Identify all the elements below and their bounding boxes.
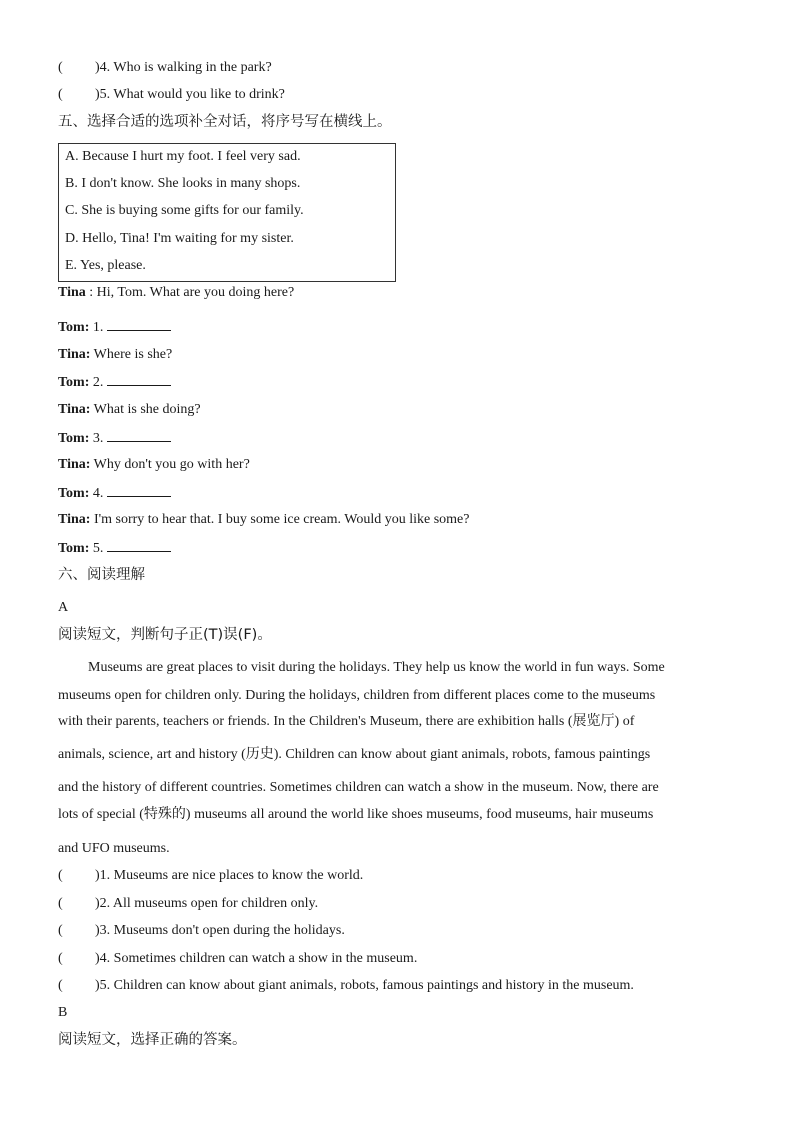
dialogue-line: [58, 484, 171, 503]
answer-blank[interactable]: [107, 484, 171, 497]
question-text: All museums open for children only.: [112, 896, 319, 911]
speaker-name: Tom:: [58, 541, 90, 556]
speaker-name: Tina:: [58, 402, 91, 417]
dialogue-text: 2.: [89, 375, 104, 390]
dialogue-line: [58, 539, 171, 558]
question-text: Museums are nice places to know the world.: [113, 868, 364, 883]
passage-line: and UFO museums.: [58, 841, 170, 856]
passage-line: lots of special (特殊的) museums all around the world like shoes museums, food museums, hair museums: [58, 807, 654, 822]
speaker-name: Tina:: [58, 512, 91, 527]
speaker-name: Tom:: [58, 486, 90, 501]
question-row: [58, 977, 634, 995]
answer-paren[interactable]: (: [58, 923, 63, 938]
dialogue-text: I'm sorry to hear that. I buy some ice cream. Would you like some?: [90, 512, 470, 527]
speaker-name: Tom:: [58, 431, 90, 446]
dialogue-text: Why don't you go with her?: [90, 457, 250, 472]
question-number: )4.: [95, 60, 111, 75]
dialogue-line: [58, 318, 171, 337]
question-text: Who is walking in the park?: [113, 60, 272, 75]
part-label: B: [58, 1005, 68, 1020]
question-row: [58, 867, 363, 885]
question-text: Children can know about giant animals, robots, famous paintings and history in the museum.: [113, 978, 634, 993]
question-row: [58, 86, 285, 104]
question-row: [58, 895, 318, 913]
dialogue-line: [58, 429, 171, 448]
speaker-name: Tom:: [58, 320, 90, 335]
passage-line: Museums are great places to visit during the holidays. They help us know the world in fun ways. Some: [88, 660, 665, 675]
dialogue-text: 3.: [89, 431, 104, 446]
passage-line: museums open for children only. During the holidays, children from different places come to the museums: [58, 688, 656, 703]
dialogue-text: What is she doing?: [90, 402, 201, 417]
section-heading: 六、阅读理解: [58, 567, 145, 583]
dialogue-line: [58, 456, 250, 474]
question-text: Sometimes children can watch a show in the museum.: [113, 951, 418, 966]
question-number: )5.: [95, 978, 111, 993]
question-row: [58, 922, 345, 940]
passage-line: with their parents, teachers or friends. In the Children's Museum, there are exhibition halls (展览厅) of: [58, 714, 635, 729]
question-number: )5.: [95, 87, 111, 102]
option-d: D. Hello, Tina! I'm waiting for my sister.: [65, 231, 294, 246]
dialogue-text: Hi, Tom. What are you doing here?: [93, 285, 295, 300]
question-number: )4.: [95, 951, 111, 966]
answer-blank[interactable]: [107, 539, 171, 552]
question-row: [58, 59, 272, 77]
question-number: )2.: [95, 896, 111, 911]
question-row: [58, 950, 417, 968]
question-number: )1.: [95, 868, 111, 883]
answer-paren[interactable]: (: [58, 868, 63, 883]
question-number: )3.: [95, 923, 111, 938]
dialogue-text: 1.: [89, 320, 104, 335]
options-box: [58, 143, 396, 282]
question-text: What would you like to drink?: [113, 87, 285, 102]
passage-line: animals, science, art and history (历史). Children can know about giant animals, robots, famous paintings: [58, 747, 651, 762]
dialogue-line: [58, 346, 172, 364]
option-a: A. Because I hurt my foot. I feel very sad.: [65, 149, 301, 164]
part-instruction: 阅读短文，判断句子正(T)误(F)。: [58, 627, 272, 643]
answer-paren: (: [58, 60, 63, 75]
section-heading: 五、选择合适的选项补全对话，将序号写在横线上。: [58, 114, 392, 130]
answer-blank[interactable]: [107, 373, 171, 386]
answer-paren[interactable]: (: [58, 978, 63, 993]
dialogue-text: 5.: [89, 541, 104, 556]
dialogue-line: [58, 373, 171, 392]
speaker-name: Tina:: [58, 457, 91, 472]
option-e: E. Yes, please.: [65, 258, 146, 273]
speaker-name: Tina: [58, 285, 86, 300]
dialogue-line: [58, 284, 294, 302]
answer-paren[interactable]: (: [58, 951, 63, 966]
part-instruction: 阅读短文，选择正确的答案。: [58, 1032, 247, 1048]
speaker-name: Tina:: [58, 347, 91, 362]
dialogue-text: 4.: [89, 486, 104, 501]
answer-paren: (: [58, 87, 63, 102]
speaker-separator: :: [85, 285, 94, 300]
option-b: B. I don't know. She looks in many shops.: [65, 176, 301, 191]
answer-blank[interactable]: [107, 318, 171, 331]
dialogue-line: [58, 511, 469, 529]
passage-line: and the history of different countries. Sometimes children can watch a show in the museum. Now, there are: [58, 780, 659, 795]
question-text: Museums don't open during the holidays.: [113, 923, 345, 938]
answer-paren[interactable]: (: [58, 896, 63, 911]
dialogue-line: [58, 401, 201, 419]
answer-blank[interactable]: [107, 429, 171, 442]
dialogue-text: Where is she?: [90, 347, 173, 362]
speaker-name: Tom:: [58, 375, 90, 390]
part-label: A: [58, 600, 69, 615]
option-c: C. She is buying some gifts for our family.: [65, 203, 304, 218]
